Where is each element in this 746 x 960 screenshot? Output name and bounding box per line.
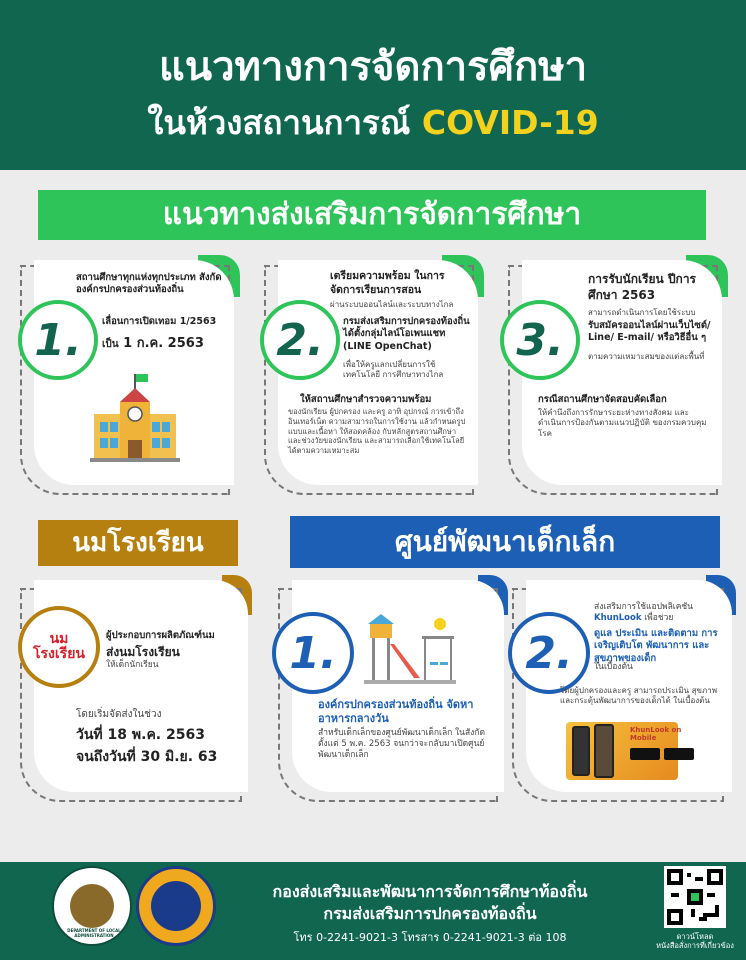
ministry-seal <box>136 866 216 946</box>
milk-start-label: โดยเริ่มจัดส่งในช่วง <box>76 709 162 720</box>
card-1-intro: สถานศึกษาทุกแห่งทุกประเภท สังกัดองค์กรปกครองส่วนท้องถิ่น <box>76 272 222 296</box>
card-1-open-prefix: เป็น <box>102 339 119 350</box>
qr-code[interactable] <box>664 866 726 928</box>
card-3-text-2: ตามความเหมาะสมของแต่ละพื้นที่ <box>588 352 705 361</box>
footer-org-2: กรมส่งเสริมการปกครองท้องถิ่น <box>323 904 537 923</box>
milk-logo <box>18 606 100 688</box>
childcare-card-1-number: 1. <box>272 612 354 694</box>
milk-line-1: ผู้ประกอบการผลิตภัณฑ์นม <box>106 630 215 641</box>
childcare-card-2-text-1 <box>594 602 724 624</box>
childcare-card-1-heading: องค์กรปกครองส่วนท้องถิ่น จัดหาอาหารกลางวัน <box>318 698 474 726</box>
card-3-heading-3: กรณีสถานศึกษาจัดสอบคัดเลือก <box>538 394 667 405</box>
card-1-open-date: 1 ก.ค. 2563 <box>123 336 204 351</box>
page-subtitle <box>0 96 746 149</box>
milk-date-end: จนถึงวันที่ 30 มิ.ย. 63 <box>76 749 218 765</box>
google-play-badge[interactable] <box>630 748 660 760</box>
school-building-icon <box>90 372 180 464</box>
milk-logo-text: นม โรงเรียน <box>33 631 85 662</box>
qr-label <box>650 932 740 950</box>
app-store-badge[interactable] <box>664 748 694 760</box>
qr-label-2: หนังสือสั่งการที่เกี่ยวข้อง <box>656 941 734 950</box>
card-3-number: 3. <box>500 300 580 380</box>
phone-2-icon <box>594 724 614 778</box>
department-seal <box>52 866 132 946</box>
footer-org-1: กองส่งเสริมและพัฒนาการจัดการศึกษาท้องถิ่น <box>272 882 588 901</box>
qr-code-icon <box>667 869 723 925</box>
childcare-card-2-number: 2. <box>508 612 590 694</box>
playground-icon <box>364 614 456 684</box>
seal-text: DEPARTMENT OF LOCAL ADMINISTRATION <box>67 928 121 938</box>
card-3-text-1: สามารถดำเนินการโดยใช้ระบบ <box>588 308 696 317</box>
seal-emblem-icon <box>70 884 114 928</box>
childcare-card-2-text-1a: ส่งเสริมการใช้แอปพลิเคชัน <box>594 602 693 612</box>
section-banner-promotion: แนวทางส่งเสริมการจัดการศึกษา <box>38 190 706 240</box>
milk-date-start: วันที่ 18 พ.ค. 2563 <box>76 727 205 743</box>
card-1-number: 1. <box>18 300 98 380</box>
card-2-number: 2. <box>260 300 340 380</box>
card-2-text-2: เพื่อให้ครูแลกเปลี่ยนการใช้เทคโนโลยี การศึกษาทางไกล <box>343 360 444 380</box>
subtitle-prefix: ในห้วงสถานการณ์ <box>147 103 411 142</box>
childcare-card-2-text-3: โดยผู้ปกครองและครู สามารถประเมิน สุขภาพและกระตุ้นพัฒนาการของเด็กได้ ในเบื้องต้น <box>560 686 718 706</box>
childcare-card-2-text-1b: เพื่อช่วย <box>644 613 674 624</box>
milk-banner: นมโรงเรียน <box>72 528 204 558</box>
footer-phone: โทร 0-2241-9021-3 โทรสาร 0-2241-9021-3 ต่อ 108 <box>293 931 567 944</box>
card-3-text-3: ให้คำนึงถึงการรักษาระยะห่างทางสังคม และดำเนินการป้องกันตามแนวปฏิบัติ ของกรมควบคุมโรค <box>538 408 707 438</box>
card-2-heading-1: เตรียมความพร้อม ในการจัดการเรียนการสอน <box>330 270 445 296</box>
subtitle-highlight: COVID-19 <box>421 103 599 142</box>
card-1-open-label: เลื่อนการเปิดเทอม 1/2563 <box>102 316 217 327</box>
milk-line-3: ให้เด็กนักเรียน <box>106 660 159 670</box>
card-3-heading-2: รับสมัครออนไลน์ผ่านเว็บไซต์/ Line/ E-mail/ หรือวิธีอื่น ๆ <box>588 320 711 344</box>
milk-line-2: ส่งนมโรงเรียน <box>106 645 180 659</box>
card-1-open-date-row <box>102 332 204 353</box>
card-2-heading-3: ให้สถานศึกษาสำรวจความพร้อม <box>300 394 432 405</box>
childcare-card-1-text: สำหรับเด็กเล็กของศูนย์พัฒนาเด็กเล็ก ในสังกัด ตั้งแต่ 5 พ.ค. 2563 จนกว่าจะกลับมาเปิดศูนย์พัฒนาเด็กเล็ก <box>318 728 485 761</box>
card-2-text-3: ของนักเรียน ผู้ปกครอง และครู อาทิ อุปกรณ์ การเข้าถึงอินเทอร์เน็ต ความสามารถในการใช้งาน แล้วกำหนดรูปแบบและเนื้อหา ให้สอดคล้อง กับหลักสูตรสถานศึกษาและช่วงวัยของนักเรียน และสามารถเลือกใช้เทคโนโลยีได้ตามความเหมาะสม <box>288 407 466 455</box>
page-title: แนวทางการจัดการศึกษา <box>158 44 588 90</box>
childcare-card-2-heading: ดูแล ประเมิน และติดตาม การเจริญเติบโต พัฒนาการ และสุขภาพของเด็ก <box>594 628 718 664</box>
khunlook-mobile-label: KhunLook on Mobile <box>630 726 682 742</box>
card-2-text-1: ผ่านระบบออนไลน์และระบบทางไกล <box>330 300 454 309</box>
phone-1-icon <box>572 726 590 776</box>
khunlook-app-name: KhunLook <box>594 613 642 624</box>
card-3-heading-1: การรับนักเรียน ปีการศึกษา 2563 <box>588 272 697 302</box>
naga-emblem-icon <box>151 881 201 931</box>
childcare-banner: ศูนย์พัฒนาเด็กเล็ก <box>394 525 616 558</box>
childcare-card-2-text-2: ในเบื้องต้น <box>594 662 633 672</box>
qr-label-1: ดาวน์โหลด <box>676 932 714 941</box>
card-2-heading-2: กรมส่งเสริมการปกครองท้องถิ่น ได้ตั้งกลุ่มไลน์โอเพนแชท (LINE OpenChat) <box>343 316 470 352</box>
